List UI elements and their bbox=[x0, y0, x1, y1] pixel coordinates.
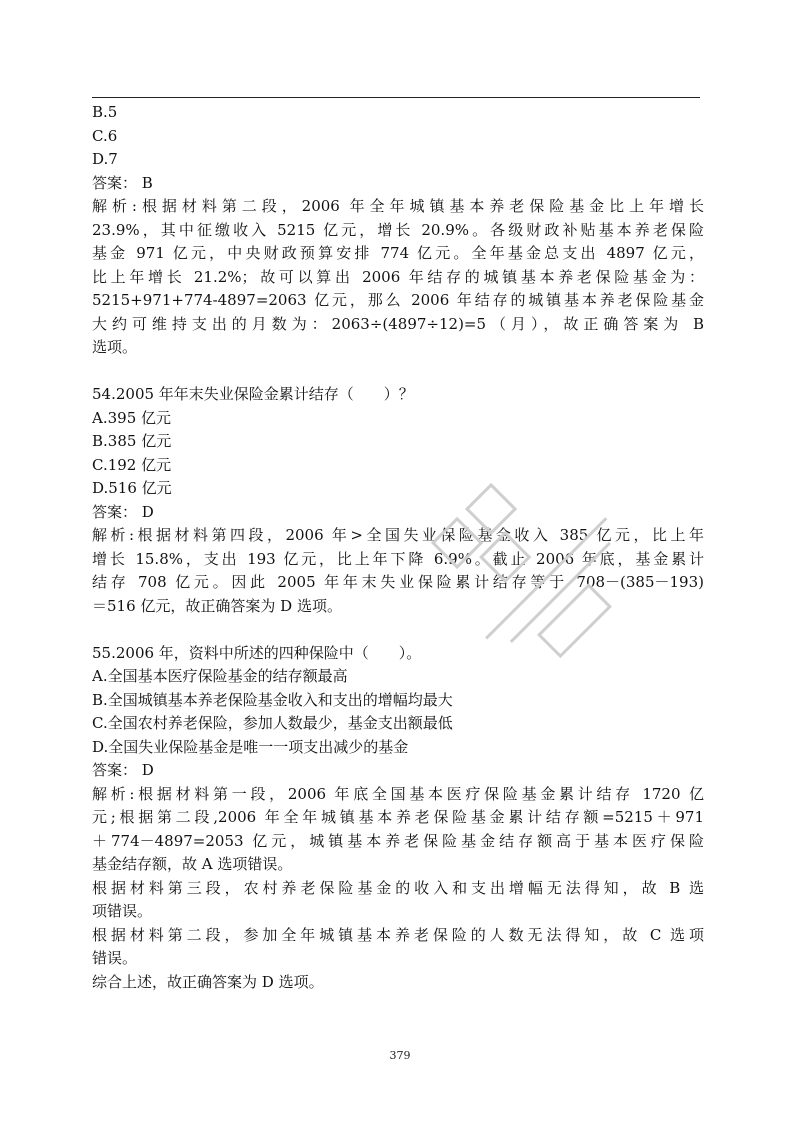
document-body bbox=[92, 101, 704, 994]
analysis-line: ＝516 亿元，故正确答案为 D 选项。 bbox=[92, 596, 342, 615]
option-b: B.全国城镇基本养老保险基金收入和支出的增幅均最大 bbox=[92, 690, 453, 709]
analysis-line: 元;根据第二段,2006 年全年城镇基本养老保险基金累计结存额=5215＋971 bbox=[92, 808, 704, 826]
analysis-line: 项错误。 bbox=[92, 902, 153, 920]
option-d: D.全国失业保险基金是唯一一项支出减少的基金 bbox=[92, 737, 409, 756]
analysis-line: 错误。 bbox=[92, 949, 138, 967]
analysis-line: 大约可维持支出的月数为：2063÷(4897÷12)=5（月），故正确答案为 B bbox=[92, 314, 704, 333]
analysis-line: 结存 708 亿元。因此 2005 年年末失业保险累计结存等于 708－(385－193) bbox=[92, 573, 704, 591]
page-number: 379 bbox=[389, 1049, 411, 1062]
analysis-line: 解析:根据材料第四段，2006 年>全国失业保险基金收入 385 亿元，比上年 bbox=[92, 526, 704, 544]
analysis-line: 解析:根据材料第二段，2006 年全年城镇基本养老保险基金比上年增长 bbox=[92, 197, 704, 215]
header-rule bbox=[92, 97, 700, 98]
analysis-line: 选项。 bbox=[92, 338, 138, 356]
question-text: 54.2005 年年末失业保险金累计结存（ ）？ bbox=[92, 385, 414, 403]
analysis-line: 23.9%，其中征缴收入 5215 亿元，增长 20.9%。各级财政补贴基本养老保险 bbox=[92, 220, 704, 239]
question-55 bbox=[92, 642, 704, 995]
analysis-53 bbox=[92, 195, 704, 360]
option-a: A.395 亿元 bbox=[92, 408, 171, 427]
analysis-line: 根据材料第二段，参加全年城镇基本养老保险的人数无法得知，故 C 选项 bbox=[92, 925, 704, 944]
answer-54: 答案： D bbox=[92, 502, 154, 521]
option-c: C.192 亿元 bbox=[92, 455, 172, 474]
analysis-line: 基金 971 亿元，中央财政预算安排 774 亿元。全年基金总支出 4897 亿元， bbox=[92, 244, 704, 262]
paragraph-gap bbox=[92, 618, 704, 642]
option-c: C.6 bbox=[92, 126, 118, 145]
answer-55: 答案： D bbox=[92, 761, 154, 779]
option-b: B.5 bbox=[92, 103, 118, 121]
analysis-line: 根据材料第三段，农村养老保险基金的收入和支出增幅无法得知，故 B 选 bbox=[92, 878, 704, 897]
option-b: B.385 亿元 bbox=[92, 432, 172, 450]
analysis-line: 综合上述，故正确答案为 D 选项。 bbox=[92, 972, 324, 991]
analysis-line: ＋774－4897=2053 亿元，城镇基本养老保险基金结存额高于基本医疗保险 bbox=[92, 831, 704, 850]
option-d: D.516 亿元 bbox=[92, 479, 172, 497]
answer-53: 答案： B bbox=[92, 173, 153, 192]
analysis-line: 解析:根据材料第一段，2006 年底全国基本医疗保险基金累计结存 1720 亿 bbox=[92, 784, 704, 803]
option-c: C.全国农村养老保险，参加人数最少，基金支出额最低 bbox=[92, 714, 453, 732]
paragraph-gap bbox=[92, 360, 704, 384]
analysis-line: 增长 15.8%，支出 193 亿元，比上年下降 6.9%。截止 2006 年底，基金累计 bbox=[92, 549, 704, 568]
question-54 bbox=[92, 383, 704, 618]
analysis-line: 基金结存额，故 A 选项错误。 bbox=[92, 855, 293, 873]
analysis-line: 比上年增长 21.2%；故可以算出 2006 年结存的城镇基本养老保险基金为： bbox=[92, 267, 704, 286]
option-d: D.7 bbox=[92, 150, 118, 168]
question-text: 55.2006 年，资料中所述的四种保险中（ ）。 bbox=[92, 643, 422, 662]
analysis-line: 5215+971+774-4897=2063 亿元，那么 2006 年结存的城镇基本养老保险基金 bbox=[92, 291, 704, 309]
option-a: A.全国基本医疗保险基金的结存额最高 bbox=[92, 667, 348, 685]
